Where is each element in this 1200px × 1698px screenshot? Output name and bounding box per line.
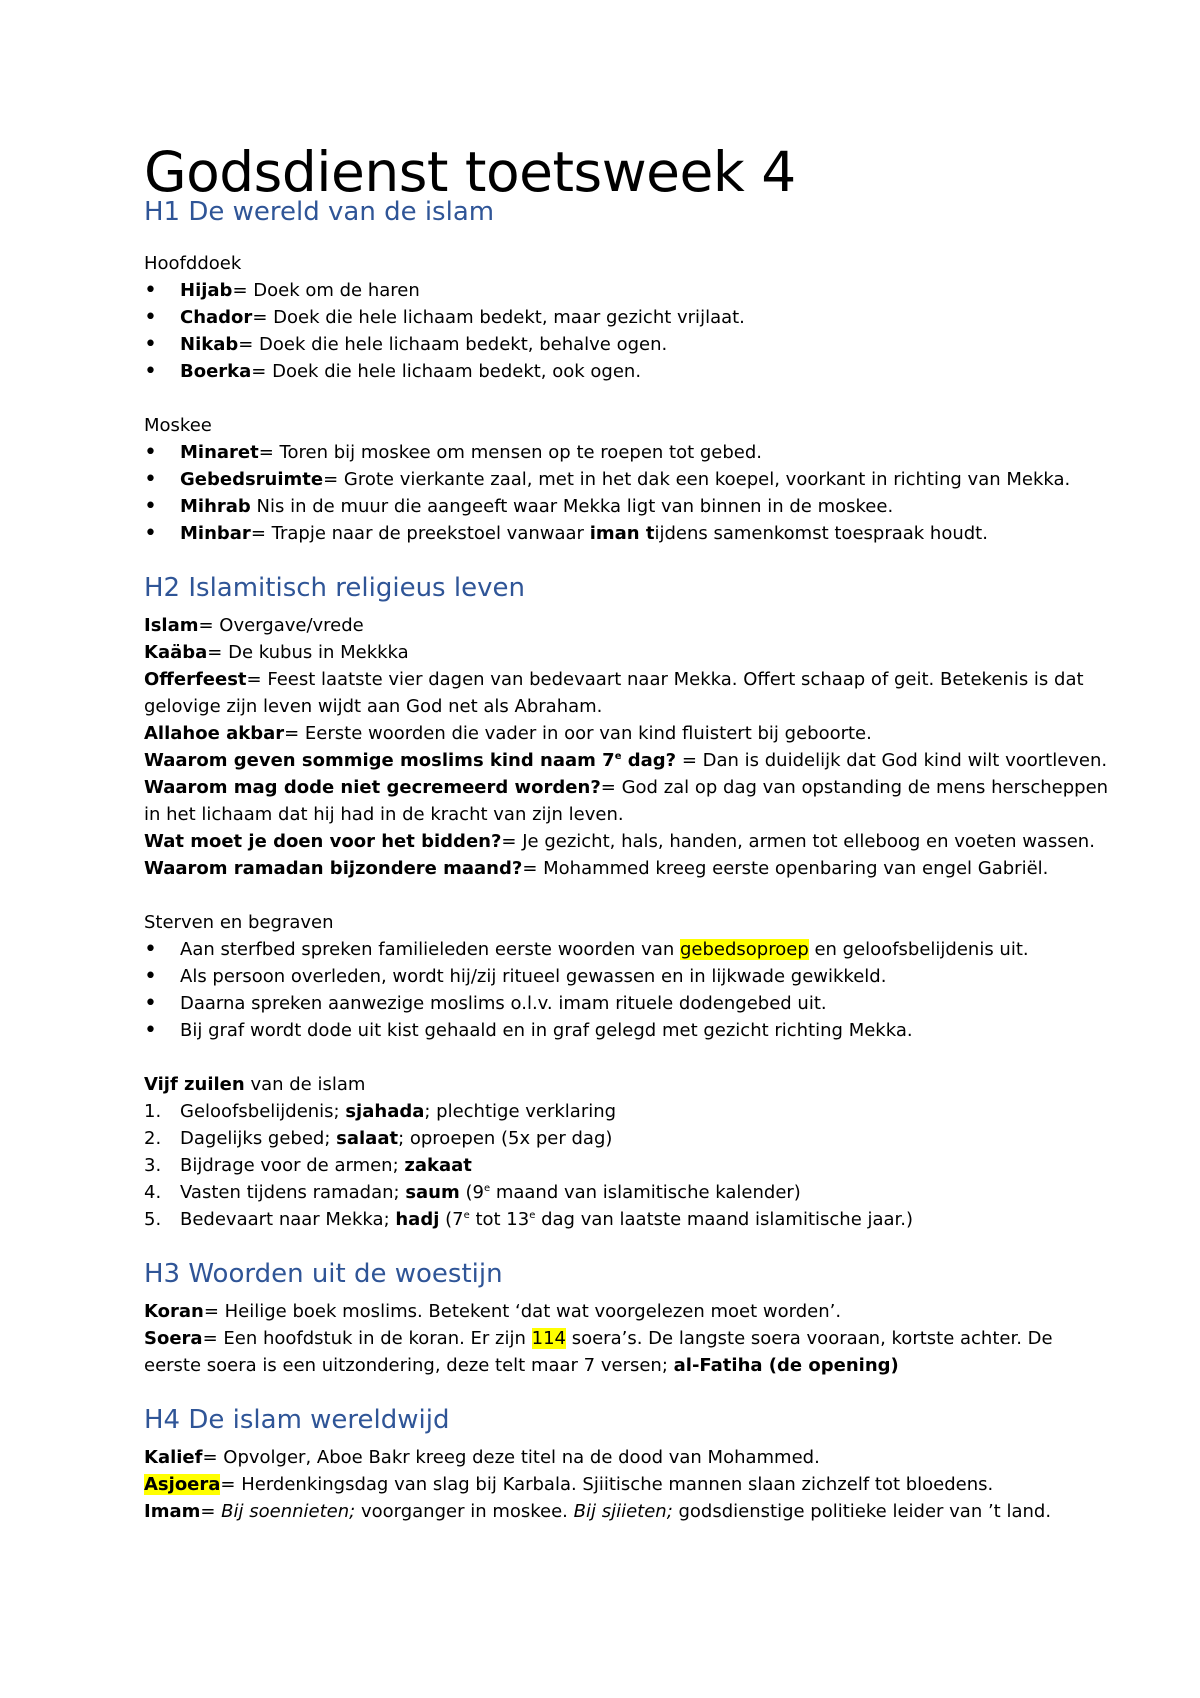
highlight: Asjoera	[144, 1474, 221, 1495]
text-line: Waarom geven sommige moslims kind naam 7e dag? = Dan is duidelijk dat God kind wilt voortleven.	[144, 750, 1108, 771]
text-line: Kalief= Opvolger, Aboe Bakr kreeg deze titel na de dood van Mohammed.	[144, 1447, 820, 1468]
text-line: eerste soera is een uitzondering, deze telt maar 7 versen; al-Fatiha (de opening)	[144, 1355, 899, 1376]
sterven-label: Sterven en begraven	[144, 912, 334, 933]
heading-h1: H1 De wereld van de islam	[144, 197, 495, 227]
numbered-item: 5. Bedevaart naar Mekka; hadj (7e tot 13e dag van laatste maand islamitische jaar.)	[144, 1209, 914, 1230]
text-line: Kaäba= De kubus in Mekkka	[144, 642, 409, 663]
moskee-label: Moskee	[144, 415, 212, 436]
heading-h4: H4 De islam wereldwijd	[144, 1405, 450, 1435]
numbered-item: 2. Dagelijks gebed; salaat; oproepen (5x per dag)	[144, 1128, 613, 1149]
text-line: Wat moet je doen voor het bidden?= Je gezicht, hals, handen, armen tot elleboog en voeten wassen.	[144, 831, 1095, 852]
zuilen-label: Vijf zuilen van de islam	[144, 1074, 366, 1095]
document-page: Godsdienst toetsweek 4 H1 De wereld van de islam Hoofddoek • Hijab= Doek om de haren • Chador= Doek die hele lichaam bedekt, maar gezicht vrijlaat. • Nikab= Doek die hele lichaam bedekt, behalve ogen. • Boerka= Doek die hele lichaam bedekt, ook ogen. Moskee • Minaret= Toren bij moskee om mensen op te roepen tot gebed. • Gebedsruimte= Grote vierkante zaal, met in het dak een koepel, voorkant in richting van Mekka. • Mihrab Nis in de muur die aangeeft waar Mekka ligt van binnen in de moskee. • Minbar= Trapje naar de preekstoel vanwaar iman tijdens samenkomst toespraak houdt. H2 Islamitisch religieus leven Islam= Overgave/vrede Kaäba= De kubus in Mekkka Offerfeest= Feest laatste vier dagen van bedevaart naar Mekka. Offert schaap of geit. Betekenis is dat gelovige zijn leven wijdt aan God net als Abraham. Allahoe akbar= Eerste woorden die vader in oor van kind fluistert bij geboorte. Waarom geven sommige moslims kind naam 7e dag? = Dan is duidelijk dat God kind wilt voortleven. Waarom mag dode niet gecremeerd worden?= God zal op dag van opstanding de mens herscheppen in het lichaam dat hij had in de kracht van zijn leven. Wat moet je doen voor het bidden?= Je gezicht, hals, handen, armen tot elleboog en voeten wassen. Waarom ramadan bijzondere maand?= Mohammed kreeg eerste openbaring van engel Gabriël. Sterven en begraven • Aan sterfbed spreken familieleden eerste woorden van gebedsoproep en geloofsbelijdenis uit. • Als persoon overleden, wordt hij/zij ritueel gewassen en in lijkwade gewikkeld. • Daarna spreken aanwezige moslims o.l.v. imam rituele dodengebed uit. • Bij graf wordt dode uit kist gehaald en in graf gelegd met gezicht richting Mekka. Vijf zuilen van de islam 1. Geloofsbelijdenis; sjahada; plechtige verklaring 2. Dagelijks gebed; salaat; oproepen (5x per dag) 3. Bijdrage voor de armen; zakaat 4. Vasten tijdens ramadan; saum (9e maand van islamitische kalender) 5. Bedevaart naar Mekka; hadj (7e tot 13e dag van laatste maand islamitische jaar.) H3 Woorden uit de woestijn Koran= Heilige boek moslims. Betekent ‘dat wat voorgelezen moet worden’. Soera= Een hoofdstuk in de koran. Er zijn 114 soera’s. De langste soera vooraan, kortste achter. De eerste soera is een uitzondering, deze telt maar 7 versen; al-Fatiha (de opening) H4 De islam wereldwijd Kalief= Opvolger, Aboe Bakr kreeg deze titel na de dood van Mohammed. Asjoera= Herdenkingsdag van slag bij Karbala. Sjiitische mannen slaan zichzelf tot bloedens. Imam= Bij soennieten; voorganger in moskee. Bij sjiieten; godsdienstige politieke leider van ’t land.	[0, 0, 1200, 1698]
text-line: Allahoe akbar= Eerste woorden die vader in oor van kind fluistert bij geboorte.	[144, 723, 872, 744]
text-line: in het lichaam dat hij had in de kracht van zijn leven.	[144, 804, 624, 825]
text-line: Imam= Bij soennieten; voorganger in moskee. Bij sjiieten; godsdienstige politieke leider van ’t land.	[144, 1501, 1052, 1522]
heading-h2: H2 Islamitisch religieus leven	[144, 573, 525, 603]
text-line: Soera= Een hoofdstuk in de koran. Er zijn 114 soera’s. De langste soera vooraan, kortste achter. De	[144, 1328, 1053, 1349]
hoofddoek-label: Hoofddoek	[144, 253, 242, 274]
highlight: gebedsoproep	[679, 939, 809, 960]
text-line: Islam= Overgave/vrede	[144, 615, 364, 636]
text-line: Waarom ramadan bijzondere maand?= Mohammed kreeg eerste openbaring van engel Gabriël.	[144, 858, 1049, 879]
text-line: Asjoera= Herdenkingsdag van slag bij Karbala. Sjiitische mannen slaan zichzelf tot bloedens.	[144, 1474, 994, 1495]
document-title: Godsdienst toetsweek 4	[144, 140, 796, 204]
text-line: gelovige zijn leven wijdt aan God net als Abraham.	[144, 696, 603, 717]
numbered-item: 4. Vasten tijdens ramadan; saum (9e maand van islamitische kalender)	[144, 1182, 801, 1203]
heading-h3: H3 Woorden uit de woestijn	[144, 1259, 503, 1289]
text-line: Offerfeest= Feest laatste vier dagen van bedevaart naar Mekka. Offert schaap of geit. Betekenis is dat	[144, 669, 1084, 690]
numbered-item: 3. Bijdrage voor de armen; zakaat	[144, 1155, 472, 1176]
text-line: Koran= Heilige boek moslims. Betekent ‘dat wat voorgelezen moet worden’.	[144, 1301, 842, 1322]
numbered-item: 1. Geloofsbelijdenis; sjahada; plechtige verklaring	[144, 1101, 617, 1122]
highlight: 114	[531, 1328, 566, 1349]
text-line: Waarom mag dode niet gecremeerd worden?= God zal op dag van opstanding de mens herscheppen	[144, 777, 1109, 798]
